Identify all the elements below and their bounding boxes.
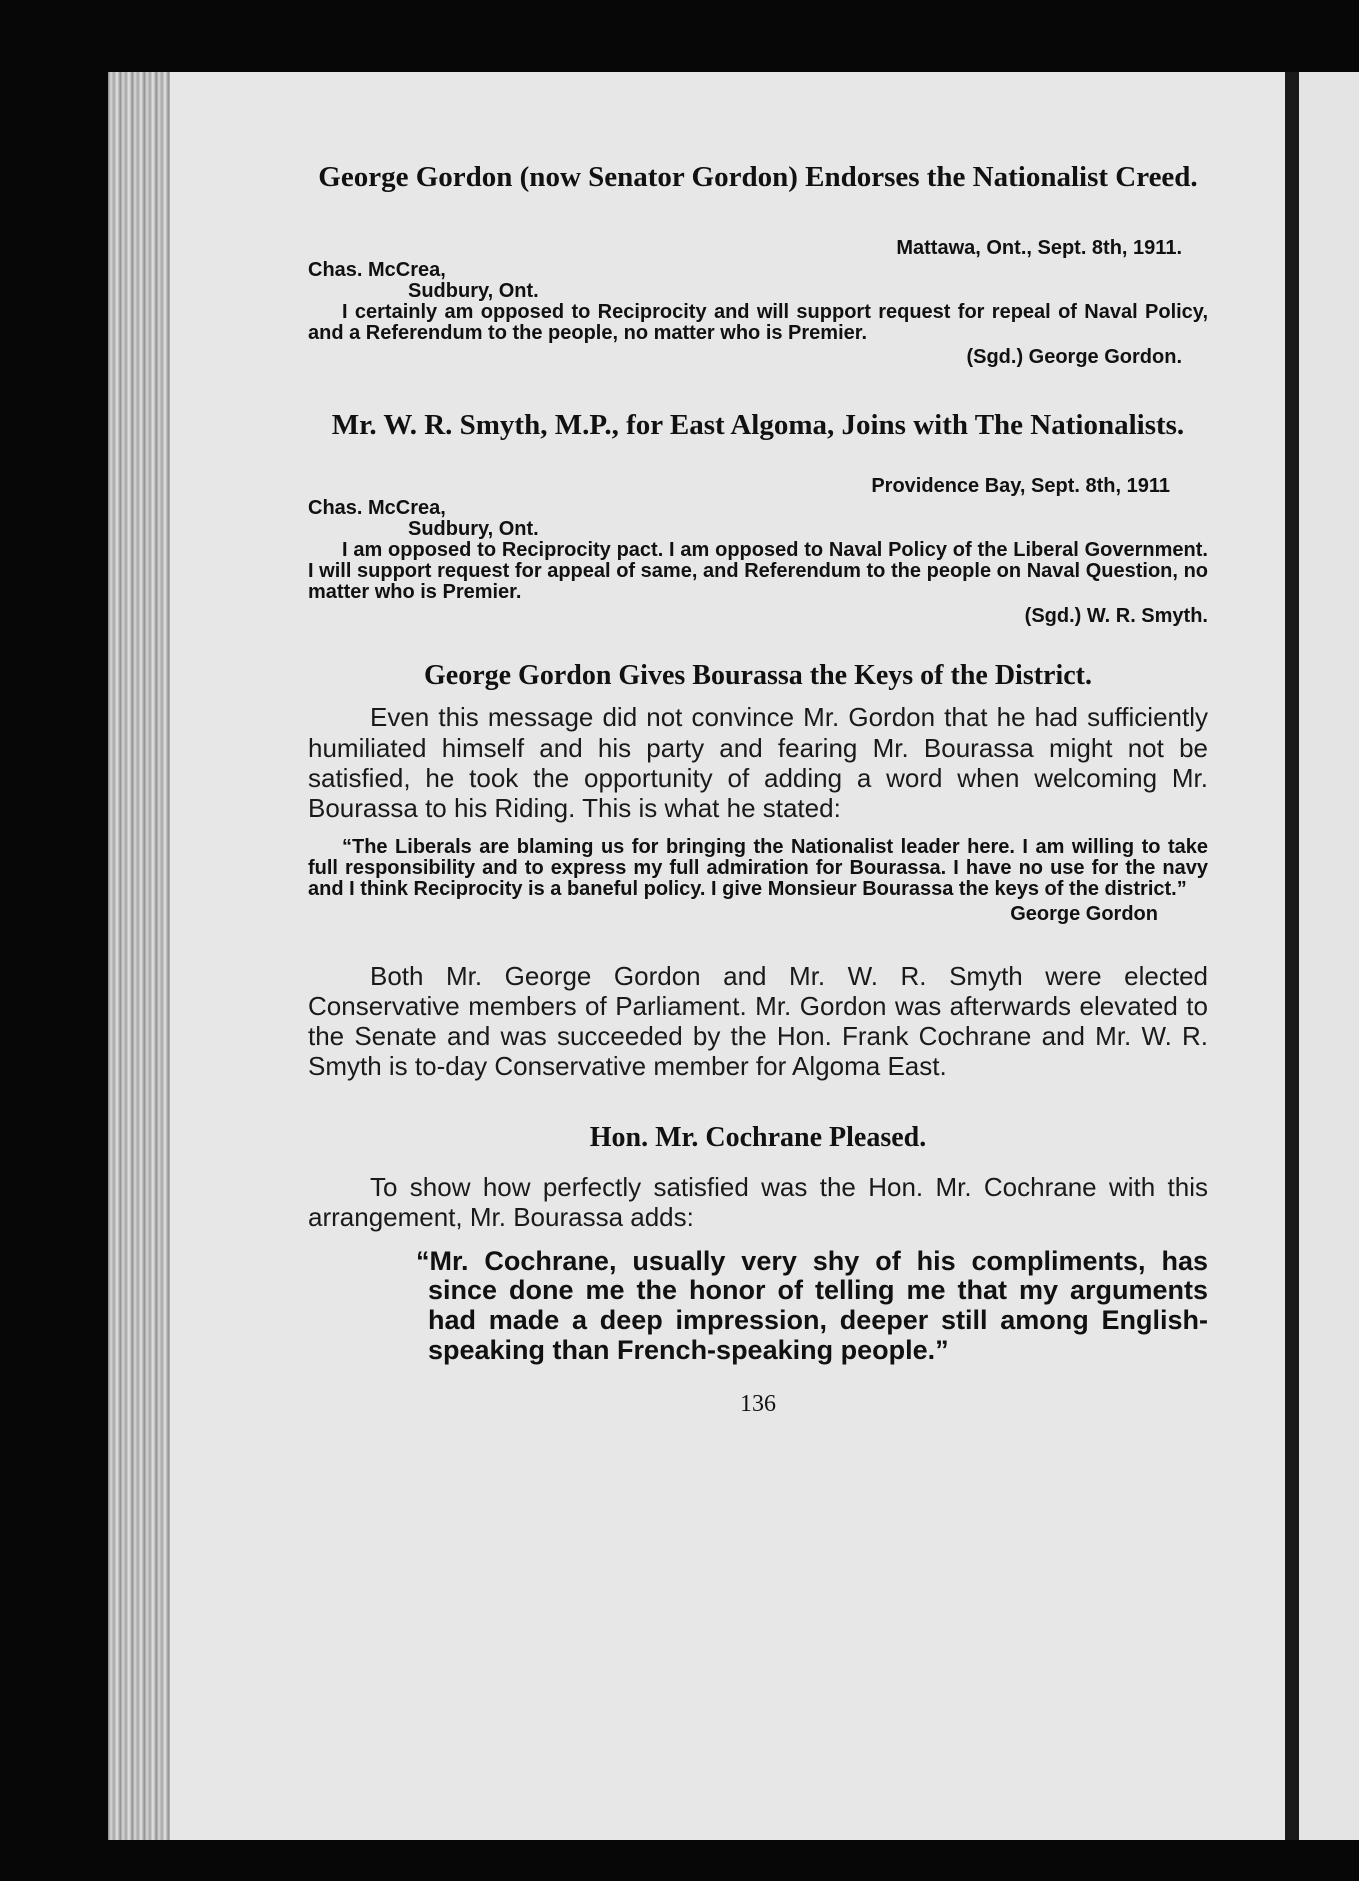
page-number: 136 (740, 1391, 776, 1418)
book-gutter (1285, 72, 1299, 1840)
telegram-signature: (Sgd.) George Gordon. (966, 346, 1182, 369)
quote-attribution: George Gordon (1010, 902, 1158, 925)
addressee-place: Sudbury, Ont. (408, 518, 539, 541)
telegram-signature: (Sgd.) W. R. Smyth. (1024, 605, 1208, 628)
section-heading-smyth-joins: Mr. W. R. Smyth, M.P., for East Algoma, Joins with The Nationalists. (331, 409, 1185, 442)
telegram-dateline: Mattawa, Ont., Sept. 8th, 1911. (896, 237, 1182, 260)
cochrane-quote: “Mr. Cochrane, usually very shy of his compliments, has since done me the honor of telling me that my arguments had made a deep impression, deeper still among English-speaking than French-speaking people.” (416, 1245, 1208, 1365)
addressee-name: Chas. McCrea, (308, 497, 446, 520)
facing-page-edge (1299, 72, 1359, 1840)
section-heading-cochrane-pleased: Hon. Mr. Cochrane Pleased. (589, 1122, 927, 1154)
gordon-quote: “The Liberals are blaming us for bringing the Nationalist leader here. I am willing to take full responsibility and to express my full admiration for Bourassa. I have no use for the navy and I think Reciprocity is a baneful policy. I give Monsieur Bourassa the keys of the district.” (308, 836, 1208, 901)
telegram-addressee (308, 260, 1208, 302)
addressee-name: Chas. McCrea, (308, 259, 446, 282)
telegram-message: I certainly am opposed to Reciprocity and will support request for repeal of Naval Policy, and a Referendum to the people, no matter who is Premier. (308, 301, 1208, 345)
body-paragraph: To show how perfectly satisfied was the Hon. Mr. Cochrane with this arrangement, Mr. Bourassa adds: (308, 1172, 1208, 1233)
section-heading-gordon-endorses: George Gordon (now Senator Gordon) Endorses the Nationalist Creed. (318, 161, 1198, 193)
telegram-dateline: Providence Bay, Sept. 8th, 1911 (871, 475, 1170, 498)
section-heading-keys-of-district: George Gordon Gives Bourassa the Keys of the District. (423, 660, 1093, 692)
body-paragraph: Even this message did not convince Mr. Gordon that he had sufficiently humiliated himself and his party and fearing Mr. Bourassa might not be satisfied, he took the opportunity of adding a word when welcoming Mr. Bourassa to his Riding. This is what he stated: (308, 702, 1208, 823)
page-content (308, 160, 1208, 1418)
telegram-addressee (308, 498, 1208, 540)
addressee-place: Sudbury, Ont. (408, 280, 539, 303)
body-paragraph: Both Mr. George Gordon and Mr. W. R. Smyth were elected Conservative members of Parliament. Mr. Gordon was afterwards elevated to the Senate and was succeeded by the Hon. Frank Cochrane and Mr. W. R. Smyth is to-day Conservative member for Algoma East. (308, 960, 1208, 1082)
telegram-message: I am opposed to Reciprocity pact. I am opposed to Naval Policy of the Liberal Government. I will support request for appeal of same, and Referendum to the people on Naval Question, no matter who is Premier. (308, 539, 1208, 604)
